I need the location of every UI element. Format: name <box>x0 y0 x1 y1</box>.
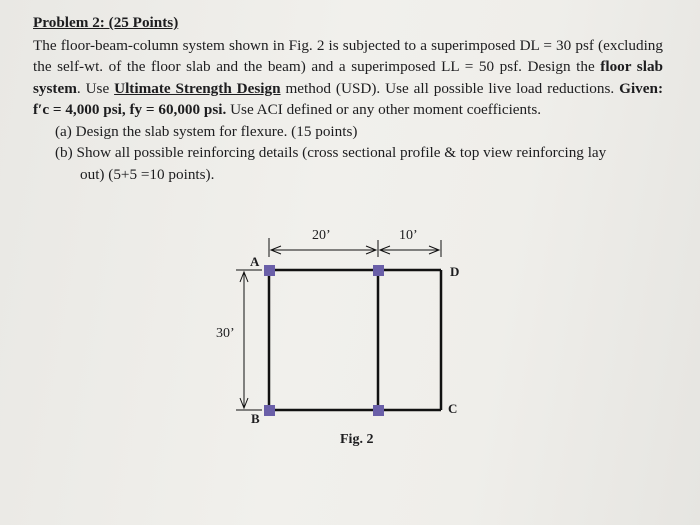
column-top-mid <box>373 265 384 276</box>
figure-caption: Fig. 2 <box>340 432 374 447</box>
floor-slab-system-text: floor slab system <box>33 58 663 97</box>
dimension-lines <box>236 238 441 410</box>
problem-title: Problem 2: (25 Points) <box>33 14 179 31</box>
label-height-30: 30’ <box>216 326 235 341</box>
label-span-10: 10’ <box>399 228 418 243</box>
description-part-3: method (USD). Use all possible live load reductions. <box>280 79 620 97</box>
label-c: C <box>448 401 458 416</box>
column-b <box>264 405 275 416</box>
method-name: Ultimate Strength Design <box>114 79 281 97</box>
description-part-1: The floor-beam-column system shown in Fig. 2 is subjected to a superimposed DL = 30 psf (excluding the self-wt. of the floor slab and the beam) and a superimposed LL = 50 psf. Design the <box>33 36 663 75</box>
given-values: f′c = 4,000 psi, fy = 60,000 psi. <box>33 101 227 118</box>
beam-frame <box>269 270 441 410</box>
label-a: A <box>250 254 260 269</box>
label-d: D <box>450 264 460 279</box>
label-span-20: 20’ <box>312 228 331 243</box>
item-b-line-1: (b) Show all possible reinforcing details (cross sectional profile & top view reinforcing lay <box>55 144 607 161</box>
item-b-line-2: out) (5+5 =10 points). <box>80 165 215 183</box>
column-bottom-mid <box>373 405 384 416</box>
description-part-4: Use ACI defined or any other moment coefficients. <box>226 101 542 118</box>
label-b: B <box>251 411 260 426</box>
item-a: (a) Design the slab system for flexure. (15 points) <box>55 122 358 140</box>
given-label: Given: <box>619 79 663 97</box>
description-part-2: . Use <box>76 79 115 97</box>
columns <box>264 265 384 416</box>
column-a <box>264 265 275 276</box>
